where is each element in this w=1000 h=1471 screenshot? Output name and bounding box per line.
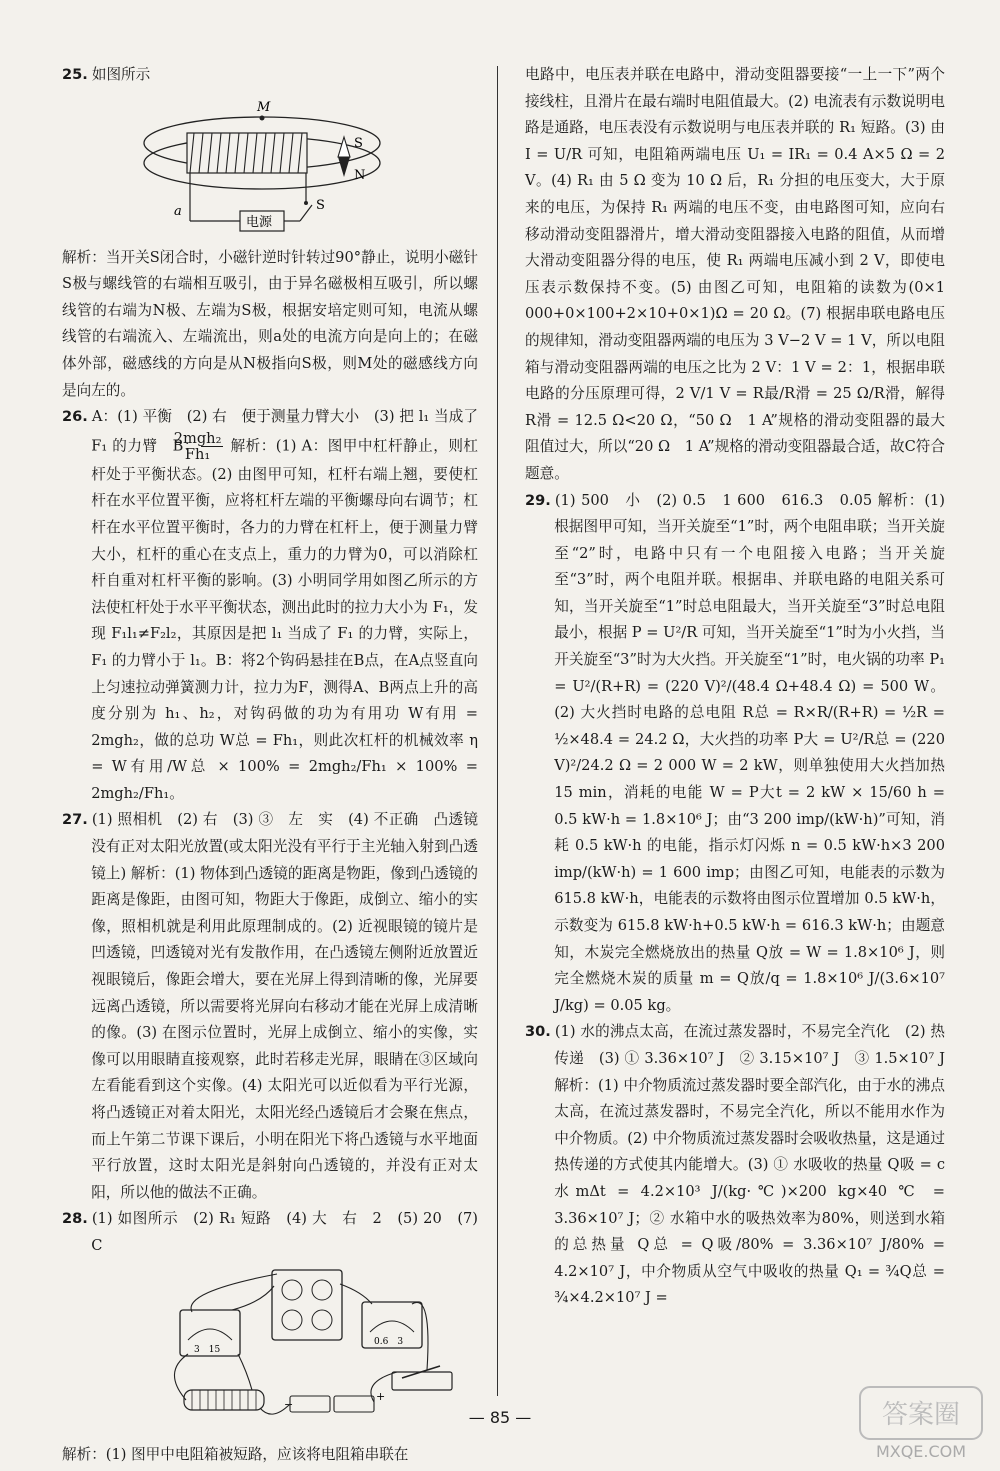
question-title: 如图所示 xyxy=(91,66,151,83)
ammeter-scale: 0.6 3 xyxy=(374,1336,404,1347)
label-needle-n: N xyxy=(354,167,366,183)
watermark-text: MXQE.COM xyxy=(875,1442,967,1461)
label-a: a xyxy=(174,203,182,219)
right-column xyxy=(525,62,945,1312)
page-number: — 85 — xyxy=(468,1408,532,1427)
solenoid-diagram xyxy=(62,91,478,241)
question-number: 28. xyxy=(62,1210,88,1228)
question-27 xyxy=(62,807,478,1206)
question-number: 29. xyxy=(525,491,551,509)
compass-needle-s-icon xyxy=(338,137,350,157)
q26-fraction: $\frac{\text{2mgh₂}}{\text{Fh₁}}$ xyxy=(173,429,222,463)
q30-analysis: 解析：(1) 中介物质流过蒸发器时要全部汽化，由于水的沸点太高，在流过蒸发器时，不易完全汽化，所以不能用水作为中介物质。(2) 中介物质流过蒸发器时会吸收热量，这是通过热传递的方式使其内能增大。(3) ① 水吸收的热量 Q吸 = c水mΔt = 4.2×10³ J/(kg·℃)×200 kg×40 ℃ = 3.36×10⁷ J；② 水箱中水的吸热效率为80%，则送到水箱的总热量 Q总 = Q吸/80% = 3.36×10⁷ J/80% = 4.2×10⁷ J，中介物质从空气中吸收的热量 Q₁ = ¾Q总 = ¾×4.2×10⁷ J = xyxy=(554,1076,945,1307)
switch xyxy=(392,1372,452,1390)
question-26 xyxy=(62,404,478,807)
q26-analysis: 解析：(1) A：图甲中杠杆静止，则杠杆处于平衡状态。(2) 由图甲可知，杠杆右端上翘，要使杠杆在水平位置平衡，应将杠杆左端的平衡螺母向右调节；杠杆在水平位置平衡时，各力的力臂在杠杆上，便于测量力臂大小，杠杆的重心在支点上，重力的力臂为0，可以消除杠杆自重对杠杆平衡的影响。(3) 小明同学用如图乙所示的方法使杠杆处于水平平衡状态，测出此时的拉力大小为 F₁，发现 F₁l₁≠F₂l₂，其原因是把 l₁ 当成了 F₁ 的力臂，实际上，F₁ 的力臂小于 l₁。B：将2个钩码悬挂在B点，在A点竖直向上匀速拉动弹簧测力计，拉力为F，测得A、B两点上升的高度分别为 h₁、h₂，对钩码做的功为有用功 W有用 = 2mgh₂，做的总功 W总 = Fh₁，则此次杠杆的机械效率 η = W有用/W总 × 100% = 2mgh₂/Fh₁ × 100% = 2mgh₂/Fh₁。 xyxy=(91,437,479,802)
voltmeter-scale: 3 15 xyxy=(194,1344,221,1355)
q27-analysis: 解析：(1) 物体到凸透镜的距离是物距，像到凸透镜的距离是像距，由图可知，物距大于像距，成倒立、缩小的实像，照相机就是利用此原理制成的。(2) 近视眼镜的镜片是凹透镜，凹透镜对光有发散作用，在凸透镜左侧附近放置近视眼镜后，像距会增大，要在光屏上得到清晰的像，光屏要远离凸透镜，所以需要将光屏向右移动才能在光屏上成清晰的像。(3) 在图示位置时，光屏上成倒立、缩小的实像，实像可以用眼睛直接观察，此时若移走光屏，眼睛在③区域向左看能看到这个实像。(4) 太阳光可以近似看为平行光源，将凸透镜正对着太阳光，太阳光经凸透镜后才会聚在焦点，而上午第二节课下课后，小明在阳光下将凸透镜与水平地面平行放置，这时太阳光是斜射向凸透镜的，并没有正对太阳，所以他的做法不正确。 xyxy=(91,864,478,1201)
watermark-logo xyxy=(856,1383,986,1463)
question-25 xyxy=(62,62,478,89)
question-number: 25. xyxy=(62,66,88,83)
q28-analysis-start: 解析：(1) 图甲中电阻箱被短路，应该将电阻箱串联在 xyxy=(62,1445,409,1463)
question-29 xyxy=(525,488,945,1020)
q27-answer: (1) 照相机 (2) 右 (3) ③ 左 实 (4) 不正确 凸透镜没有正对太阳光放置(或太阳光没有平行于主光轴入射到凸透镜上) xyxy=(91,811,478,882)
label-switch-s: S xyxy=(316,197,325,213)
question-number: 27. xyxy=(62,811,88,829)
question-number: 30. xyxy=(525,1023,551,1041)
question-30 xyxy=(525,1019,945,1312)
label-needle-s: S xyxy=(354,135,363,151)
question-number: 26. xyxy=(62,408,88,426)
label-power: 电源 xyxy=(246,214,273,230)
q25-analysis: 解析：当开关S闭合时，小磁针逆时针转过90°静止，说明小磁针S极与螺线管的右端相互吸引，由于异名磁极相互吸引，所以螺线管的右端为N极、左端为S极，根据安培定则可知，电流从螺线管的右端流入、左端流出，则a处的电流方向是向上的；在磁体外部，磁感线的方向是从N极指向S极，则M处的磁感线方向是向左的。 xyxy=(62,248,478,399)
label-m: M xyxy=(257,99,271,115)
q28-answer: (1) 如图所示 (2) R₁ 短路 (4) 大 右 2 (5) 20 (7) C xyxy=(91,1210,478,1254)
column-divider xyxy=(497,66,498,1396)
left-column xyxy=(62,62,478,1468)
q29-analysis: 解析：(1) 根据图甲可知，当开关旋至“1”时，两个电阻串联；当开关旋至“2”时，电路中只有一个电阻接入电路；当开关旋至“3”时，两个电阻并联。根据串、并联电路的电阻关系可知，当开关旋至“1”时总电阻最大，当开关旋至“3”时总电阻最小，根据 P = U²/R 可知，当开关旋至“1”时为小火挡，当开关旋至“3”时为大火挡。开关旋至“1”时，电火锅的功率 P₁ = U²/(R+R) = (220 V)²/(48.4 Ω+48.4 Ω) = 500 W。(2) 大火挡时电路的总电阻 R总 = R×R/(R+R) = ½R = ½×48.4 = 24.2 Ω，大火挡的功率 P大 = U²/R总 = (220 V)²/24.2 Ω = 2 000 W = 2 kW，则单独使用大火挡加热 15 min，消耗的电能 W = P大t = 2 kW × 15/60 h = 0.5 kW·h = 1.8×10⁶ J；由“3 200 imp/(kW·h)”可知，消耗 0.5 kW·h 的电能，指示灯闪烁 n = 0.5 kW·h×3 200 imp/(kW·h) = 1 600 imp；由图乙可知，电能表的示数为 615.8 kW·h，电能表的示数将由图示位置增加 0.5 kW·h，示数变为 615.8 kW·h+0.5 kW·h = 616.3 kW·h；由题意知，木炭完全燃烧放出的热量 Q放 = W = 1.8×10⁶ J，则完全燃烧木炭的质量 m = Q放/q = 1.8×10⁶ J/(3.6×10⁷ J/kg) = 0.05 kg。 xyxy=(554,491,945,1014)
solenoid-figure xyxy=(62,91,478,241)
battery-positive-icon: + xyxy=(376,1389,386,1403)
resistance-box xyxy=(272,1270,342,1340)
compass-needle-n-icon xyxy=(338,157,350,177)
question-28 xyxy=(62,1206,478,1259)
q30-answer: (1) 水的沸点太高，在流过蒸发器时，不易完全汽化 (2) 热传递 (3) ① 3.36×10⁷ J ② 3.15×10⁷ J ③ 1.5×10⁷ J xyxy=(554,1023,945,1067)
battery-negative-icon: − xyxy=(284,1397,294,1411)
q26-answer: A：(1) 平衡 (2) 右 便于测量力臂大小 (3) 把 l₁ 当成了 F₁ 的力臂 B： xyxy=(91,408,478,455)
q29-answer: (1) 500 小 (2) 0.5 1 600 616.3 0.05 xyxy=(554,491,873,509)
q28-analysis-continued: 电路中，电压表并联在电路中，滑动变阻器要接“一上一下”两个接线柱，且滑片在最右端时电阻值最大。(2) 电流表有示数说明电路是通路，电压表没有示数说明与电压表并联的 R₁ 短路。(3) 由 I = U/R 可知，电阻箱两端电压 U₁ = IR₁ = 0.4 A×5 Ω = 2 V。(4) R₁ 由 5 Ω 变为 10 Ω 后，R₁ 分担的电压变大，大于原来的电压，为保持 R₁ 两端的电压不变，由电路图可知，应向右移动滑动变阻器滑片，增大滑动变阻器接入电路的阻值，从而增大滑动变阻器分得的电压，使 R₁ 两端电压减小到 2 V，即使电压表示数保持不变。(5) 由图乙可知，电阻箱的读数为(0×1 000+0×100+2×10+0×1)Ω = 20 Ω。(7) 根据串联电路电压的规律知，滑动变阻器两端的电压为 3 V−2 V = 1 V，所以电阻箱与滑动变阻器两端的电压之比为 2 V：1 V = 2：1，根据串联电路的分压原理可得，2 V/1 V = R最/R滑 = 25 Ω/R滑，解得 R滑 = 12.5 Ω<20 Ω，“50 Ω 1 A”规格的滑动变阻器的最大阻值过大，所以“20 Ω 1 A”规格的滑动变阻器最合适，故C符合题意。 xyxy=(525,66,945,482)
svg-text:答案圈: 答案圈 xyxy=(881,1400,961,1430)
